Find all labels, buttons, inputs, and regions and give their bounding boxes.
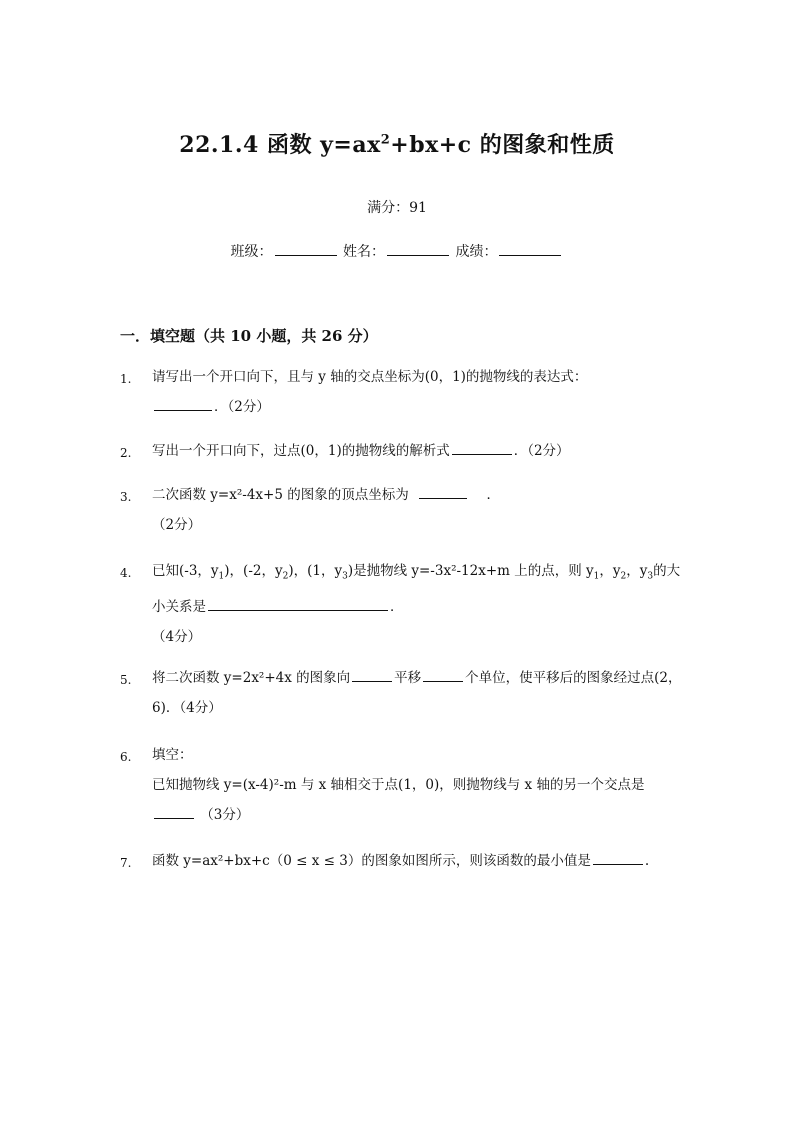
answer-blank[interactable] bbox=[419, 484, 467, 499]
question-3 bbox=[120, 480, 690, 540]
question-text: 写出一个开口向下，过点(0，1)的抛物线的解析式 bbox=[152, 443, 450, 459]
title-text: 22.1.4 函数 y=ax bbox=[179, 132, 381, 158]
question-points: （4分） bbox=[152, 628, 202, 645]
title-superscript: 2 bbox=[380, 132, 391, 148]
question-text: 已知抛物线 y=(x-4)²-m 与 x 轴相交于点(1，0)，则抛物线与 x 轴的另一个交点是 bbox=[152, 777, 645, 793]
grade-label: 成绩： bbox=[455, 244, 498, 260]
question-1 bbox=[120, 362, 690, 422]
name-blank[interactable] bbox=[387, 241, 449, 256]
answer-blank-units[interactable] bbox=[423, 667, 463, 682]
answer-blank[interactable] bbox=[593, 850, 643, 865]
question-text: 请写出一个开口向下，且与 y 轴的交点坐标为(0，1)的抛物线的表达式： bbox=[152, 369, 588, 385]
student-info bbox=[0, 241, 794, 261]
answer-blank[interactable] bbox=[154, 396, 212, 411]
answer-blank[interactable] bbox=[154, 804, 194, 819]
class-label: 班级： bbox=[230, 244, 273, 260]
question-5: 5. 将二次函数 y=2x²+4x 的图象向 平移 个单位，使平移后的图象经过点(2， 6)．（4分） bbox=[120, 663, 690, 723]
question-text: 二次函数 y=x²-4x+5 的图象的顶点坐标为 bbox=[152, 487, 409, 503]
question-points: ．（2分） bbox=[214, 399, 270, 415]
question-number: 3. bbox=[120, 490, 132, 504]
question-number: 4. bbox=[120, 566, 132, 580]
question-text-cont: 小关系是 bbox=[152, 598, 206, 615]
question-points: （3分） bbox=[200, 807, 250, 823]
question-text-cont: 6)．（4分） bbox=[152, 700, 222, 716]
question-7: 7. 函数 y=ax²+bx+c（0 ≤ x ≤ 3）的图象如图所示，则该函数的最小值是 . bbox=[120, 846, 690, 876]
class-blank[interactable] bbox=[275, 241, 337, 256]
name-label: 姓名： bbox=[343, 244, 385, 260]
question-points: ．（2分） bbox=[513, 443, 570, 459]
question-text: 函数 y=ax²+bx+c（0 ≤ x ≤ 3）的图象如图所示，则该函数的最小值是 bbox=[152, 853, 591, 869]
answer-blank[interactable] bbox=[452, 440, 512, 455]
grade-blank[interactable] bbox=[499, 241, 561, 256]
question-number: 7. bbox=[120, 856, 132, 870]
section-title: 一．填空题（共 10 小题，共 26 分） bbox=[120, 327, 378, 345]
question-heading: 填空： bbox=[152, 747, 193, 763]
question-text: 已知(-3，$y_1$)，(-2，$y_2$)，(1，$y_3$)是抛物线 y=-3x²-12x+m 上的点，则 $y_1$，$y_2$，$y_3$的大 bbox=[152, 563, 681, 582]
question-text: 将二次函数 y=2x²+4x 的图象向 bbox=[152, 670, 351, 686]
question-punct: ． bbox=[486, 487, 500, 503]
question-number: 5. bbox=[120, 673, 132, 687]
question-number: 2. bbox=[120, 446, 132, 460]
score-line: 满分：91 bbox=[367, 200, 427, 216]
question-2 bbox=[120, 436, 690, 466]
question-number: 1. bbox=[120, 372, 132, 386]
question-4: 4. 已知(-3，$y_1$)，(-2，$y_2$)，(1，$y_3$)是抛物线 y=-3x²-12x+m 上的点，则 $y_1$，$y_2$，$y_3$的大 小关系是 ． （4分） bbox=[120, 556, 690, 652]
question-number: 6. bbox=[120, 750, 132, 764]
answer-blank-direction[interactable] bbox=[352, 667, 392, 682]
title-text-suffix: +bx+c 的图象和性质 bbox=[390, 132, 615, 158]
question-6 bbox=[120, 740, 690, 830]
page-title bbox=[0, 128, 794, 159]
question-points: （2分） bbox=[152, 517, 202, 533]
answer-blank[interactable] bbox=[208, 596, 388, 611]
